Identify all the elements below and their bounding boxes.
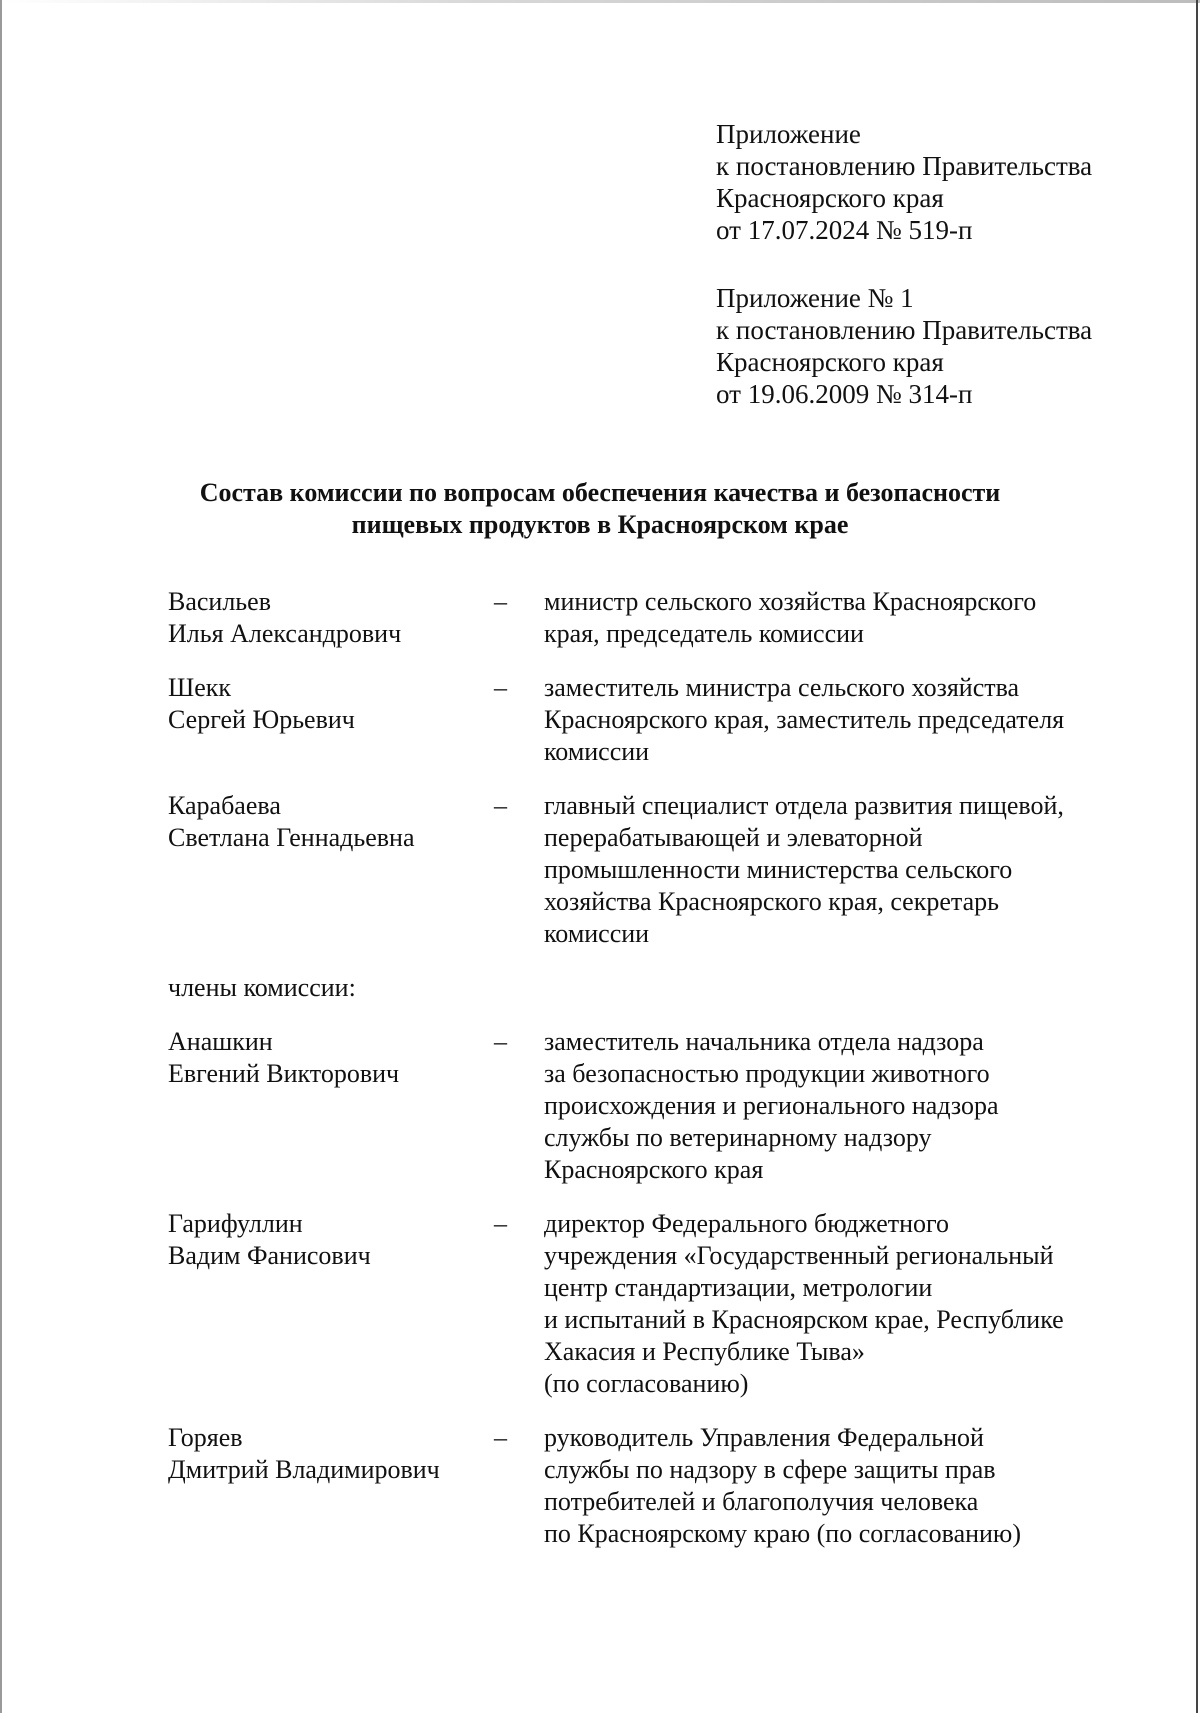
member-entry — [168, 1208, 1128, 1400]
role-line: заместитель министра сельского хозяйства — [544, 673, 1020, 702]
member-name — [168, 790, 486, 950]
appendix-line: к постановлению Правительства — [716, 315, 1093, 345]
role-line: министр сельского хозяйства Красноярского — [544, 587, 1037, 616]
role-line: перерабатывающей и элеваторной — [544, 823, 923, 852]
document-title — [140, 477, 1060, 541]
role-line: и испытаний в Красноярском крае, Республике — [544, 1305, 1064, 1334]
member-given-name: Сергей Юрьевич — [168, 705, 355, 734]
dash-separator: – — [494, 1209, 507, 1238]
member-given-name: Светлана Геннадьевна — [168, 823, 415, 852]
role-line: центр стандартизации, метрологии — [544, 1273, 933, 1302]
appendix-line: Красноярского края — [716, 183, 944, 213]
member-name — [168, 672, 486, 768]
appendix-header-current — [716, 118, 1136, 246]
role-line: заместитель начальника отдела надзора — [544, 1027, 984, 1056]
dash-separator: – — [494, 791, 507, 820]
role-line: комиссии — [544, 919, 650, 948]
role-line: руководитель Управления Федеральной — [544, 1423, 984, 1452]
role-line: учреждения «Государственный региональный — [544, 1241, 1054, 1270]
role-line: комиссии — [544, 737, 650, 766]
role-line: главный специалист отдела развития пищевой, — [544, 791, 1064, 820]
member-role — [544, 1026, 1104, 1186]
role-line: директор Федерального бюджетного — [544, 1209, 950, 1238]
role-line: промышленности министерства сельского — [544, 855, 1013, 884]
appendix-line: Красноярского края — [716, 347, 944, 377]
role-line: Хакасия и Республике Тыва» — [544, 1337, 865, 1366]
role-line: происхождения и регионального надзора — [544, 1091, 999, 1120]
title-line: пищевых продуктов в Красноярском крае — [351, 510, 849, 539]
member-role — [544, 1422, 1104, 1550]
member-role — [544, 672, 1104, 768]
member-entry — [168, 672, 1128, 768]
role-line: потребителей и благополучия человека — [544, 1487, 979, 1516]
member-entry — [168, 1422, 1128, 1550]
member-surname: Шекк — [168, 673, 232, 702]
role-line: Красноярского края, заместитель председателя — [544, 705, 1065, 734]
member-role — [544, 790, 1104, 950]
member-surname: Горяев — [168, 1423, 243, 1452]
role-line: хозяйства Красноярского края, секретарь — [544, 887, 999, 916]
member-name — [168, 1422, 486, 1550]
appendix-line: к постановлению Правительства — [716, 151, 1093, 181]
role-line: за безопасностью продукции животного — [544, 1059, 990, 1088]
member-role — [544, 1208, 1104, 1400]
role-line: края, председатель комиссии — [544, 619, 864, 648]
role-line: по Красноярскому краю (по согласованию) — [544, 1519, 1022, 1548]
member-surname: Анашкин — [168, 1027, 273, 1056]
member-name — [168, 1026, 486, 1186]
role-line: (по согласованию) — [544, 1369, 749, 1398]
member-role — [544, 586, 1104, 650]
commission-list — [168, 586, 1128, 1550]
role-line: службы по ветеринарному надзору — [544, 1123, 932, 1152]
member-surname: Карабаева — [168, 791, 281, 820]
member-given-name: Евгений Викторович — [168, 1059, 400, 1088]
appendix-header-original — [716, 282, 1136, 410]
dash-separator: – — [494, 1423, 507, 1452]
member-entry — [168, 586, 1128, 650]
member-given-name: Илья Александрович — [168, 619, 402, 648]
member-name — [168, 586, 486, 650]
dash-separator: – — [494, 587, 507, 616]
member-entry — [168, 790, 1128, 950]
appendix-line: от 19.06.2009 № 314-п — [716, 379, 973, 409]
appendix-line: от 17.07.2024 № 519-п — [716, 215, 973, 245]
member-surname: Васильев — [168, 587, 271, 616]
member-given-name: Дмитрий Владимирович — [168, 1455, 440, 1484]
dash-separator: – — [494, 1027, 507, 1056]
appendix-line: Приложение — [716, 119, 861, 149]
title-line: Состав комиссии по вопросам обеспечения качества и безопасности — [199, 478, 1001, 507]
role-line: службы по надзору в сфере защиты прав — [544, 1455, 996, 1484]
member-name — [168, 1208, 486, 1400]
appendix-line: Приложение № 1 — [716, 283, 914, 313]
members-section-label: члены комиссии: — [168, 973, 356, 1002]
role-line: Красноярского края — [544, 1155, 764, 1184]
dash-separator: – — [494, 673, 507, 702]
member-entry — [168, 1026, 1128, 1186]
member-surname: Гарифуллин — [168, 1209, 303, 1238]
member-given-name: Вадим Фанисович — [168, 1241, 371, 1270]
